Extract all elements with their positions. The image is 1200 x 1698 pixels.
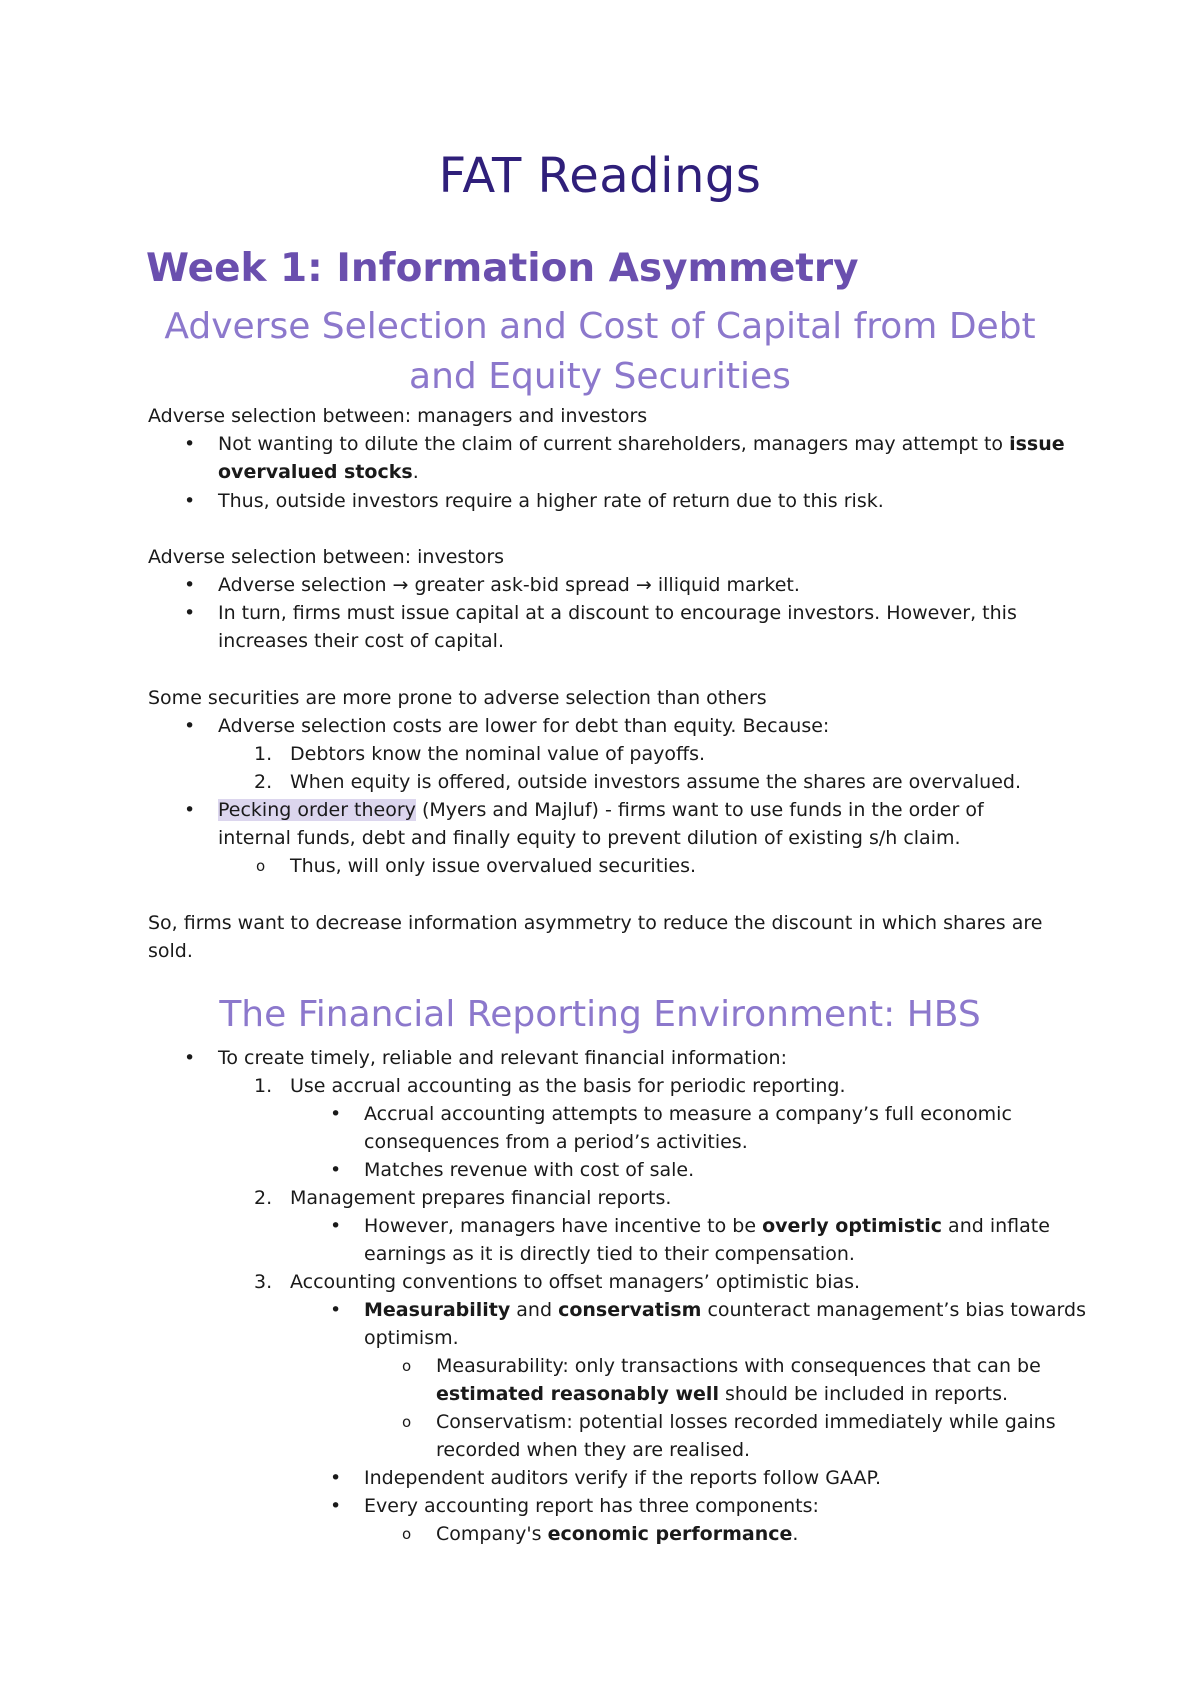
group1-bullet1-line1: Not wanting to dilute the claim of current shareholders, managers may attempt to issue (218, 433, 1065, 455)
group1-bullet1-line2: overvalued stocks. (218, 461, 419, 483)
sub-bullet-marker: o (402, 1525, 412, 1543)
number-marker: 2. (254, 771, 273, 793)
group3-bullet2-line2: internal funds, debt and finally equity to prevent dilution of existing s/h claim. (218, 827, 961, 849)
bullet-marker: • (184, 1047, 196, 1069)
n3-bullet1-line2: optimism. (364, 1327, 459, 1349)
group1-bullet2: Thus, outside investors require a higher rate of return due to this risk. (218, 490, 884, 512)
group2-intro: Adverse selection between: investors (148, 546, 505, 568)
group3-sub-bullet1: Thus, will only issue overvalued securities. (290, 855, 697, 877)
section2-numbered3: Accounting conventions to offset managers’ optimistic bias. (290, 1271, 861, 1293)
week-heading: Week 1: Information Asymmetry (146, 246, 859, 291)
group3-numbered1: Debtors know the nominal value of payoffs. (290, 743, 706, 765)
n1-bullet1-line2: consequences from a period’s activities. (364, 1131, 748, 1153)
section2-bullet1: To create timely, reliable and relevant financial information: (218, 1047, 787, 1069)
group3-bullet2-line1: Pecking order theory (Myers and Majluf) - firms want to use funds in the order of (218, 799, 984, 821)
sub-bullet-marker: o (256, 857, 266, 875)
bullet-marker: • (330, 1215, 342, 1237)
bullet-marker: • (184, 715, 196, 737)
bullet-marker: • (330, 1103, 342, 1125)
group3-bullet1: Adverse selection costs are lower for debt than equity. Because: (218, 715, 830, 737)
bullet-marker: • (184, 490, 196, 512)
n1-bullet1-line1: Accrual accounting attempts to measure a company’s full economic (364, 1103, 1012, 1125)
bullet-marker: • (330, 1159, 342, 1181)
group3-intro: Some securities are more prone to adverse selection than others (148, 687, 767, 709)
n3-sub1-line1: Measurability: only transactions with consequences that can be (436, 1355, 1041, 1377)
bullet-marker: • (184, 602, 196, 624)
conclusion-line1: So, firms want to decrease information asymmetry to reduce the discount in which shares are (148, 912, 1043, 934)
section1-heading-line2: and Equity Securities (409, 356, 791, 397)
n3-sub2-line1: Conservatism: potential losses recorded immediately while gains (436, 1411, 1056, 1433)
number-marker: 3. (254, 1271, 273, 1293)
page-title: FAT Readings (438, 148, 762, 204)
group2-bullet2-line2: increases their cost of capital. (218, 630, 504, 652)
components-bullet: Every accounting report has three components: (364, 1495, 819, 1517)
auditors-bullet: Independent auditors verify if the reports follow GAAP. (364, 1467, 882, 1489)
section2-numbered2: Management prepares financial reports. (290, 1187, 672, 1209)
section1-heading-line1: Adverse Selection and Cost of Capital from Debt (164, 306, 1036, 347)
bullet-marker: • (330, 1299, 342, 1321)
bullet-marker: • (184, 574, 196, 596)
bullet-marker: • (184, 799, 196, 821)
bullet-marker: • (184, 433, 196, 455)
sub-bullet-marker: o (402, 1413, 412, 1431)
sub-bullet-marker: o (402, 1357, 412, 1375)
conclusion-line2: sold. (148, 940, 193, 962)
n3-bullet1-line1: Measurability and conservatism counteract management’s bias towards (364, 1299, 1086, 1321)
bullet-marker: • (330, 1467, 342, 1489)
n3-sub1-line2: estimated reasonably well should be included in reports. (436, 1383, 1009, 1405)
number-marker: 1. (254, 743, 273, 765)
n2-bullet1-line2: earnings as it is directly tied to their compensation. (364, 1243, 855, 1265)
section2-numbered1: Use accrual accounting as the basis for periodic reporting. (290, 1075, 846, 1097)
group2-bullet2-line1: In turn, firms must issue capital at a discount to encourage investors. However, this (218, 602, 1017, 624)
components-sub1: Company's economic performance. (436, 1523, 799, 1545)
n1-bullet2: Matches revenue with cost of sale. (364, 1159, 695, 1181)
group2-bullet1: Adverse selection → greater ask-bid spread → illiquid market. (218, 574, 800, 596)
section2-heading: The Financial Reporting Environment: HBS (219, 994, 981, 1035)
group1-intro: Adverse selection between: managers and investors (148, 405, 648, 427)
group3-numbered2: When equity is offered, outside investors assume the shares are overvalued. (290, 771, 1021, 793)
bullet-marker: • (330, 1495, 342, 1517)
number-marker: 1. (254, 1075, 273, 1097)
n3-sub2-line2: recorded when they are realised. (436, 1439, 751, 1461)
highlighted-term: Pecking order theory (218, 799, 416, 821)
number-marker: 2. (254, 1187, 273, 1209)
n2-bullet1-line1: However, managers have incentive to be overly optimistic and inflate (364, 1215, 1050, 1237)
